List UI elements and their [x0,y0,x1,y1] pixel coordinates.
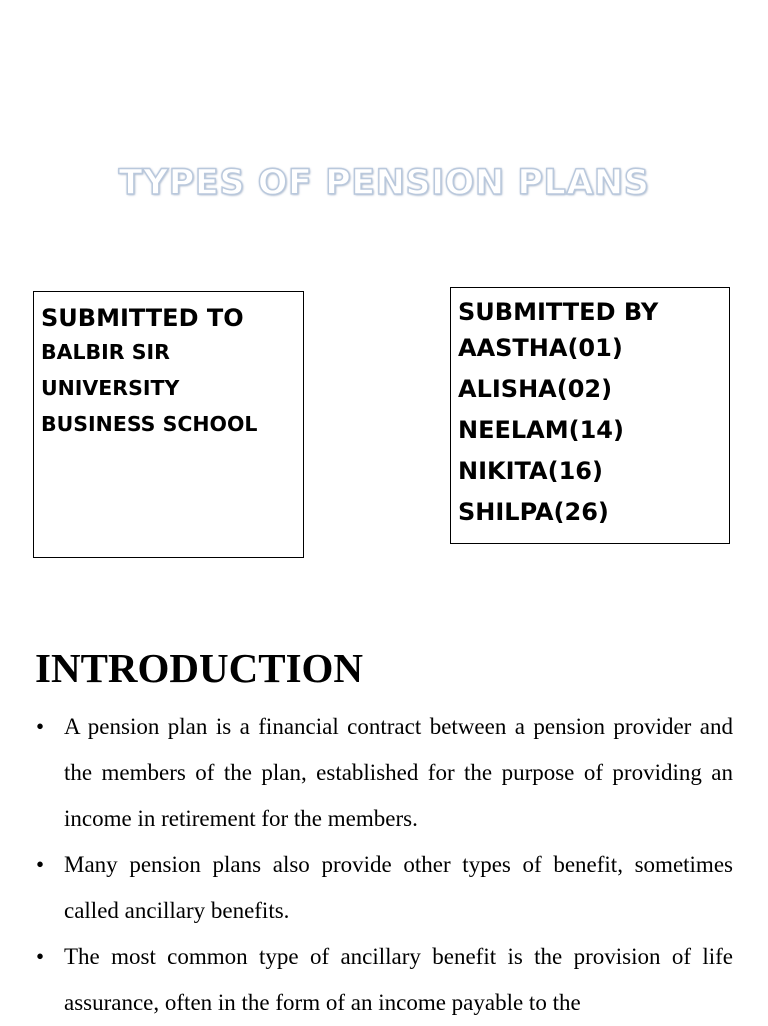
submitted-to-box [33,291,304,558]
bullet-item [30,842,733,934]
submitted-to-line: BUSINESS SCHOOL [41,412,258,436]
bullet-icon: • [35,714,45,739]
slide-title: TYPES OF PENSION PLANS [118,163,650,203]
member-name: SHILPA(26) [458,498,609,526]
submitted-to-line: BALBIR SIR [41,340,170,364]
submitted-by-heading: SUBMITTED BY [458,298,659,326]
member-name: NEELAM(14) [458,416,624,444]
submitted-by-box [450,287,730,544]
member-name: AASTHA(01) [458,334,623,362]
submitted-to-line: UNIVERSITY [41,376,180,400]
member-name: NIKITA(16) [458,457,603,485]
member-name: ALISHA(02) [458,375,613,403]
bullet-item [30,704,733,842]
introduction-heading: INTRODUCTION [35,645,364,691]
submitted-to-heading: SUBMITTED TO [41,304,244,332]
bullet-icon: • [35,852,45,877]
bullet-icon: • [35,944,45,969]
bullet-text: Many pension plans also provide other types of benefit, sometimes called ancillary benefits. [64,852,733,923]
bullet-item [30,934,733,1026]
bullet-text: A pension plan is a financial contract between a pension provider and the members of the plan, established for the purpose of providing an income in retirement for the members. [64,714,733,831]
bullet-text: The most common type of ancillary benefit is the provision of life assurance, often in the form of an income payable to the [64,944,733,1015]
introduction-bullet-list [30,704,733,1026]
